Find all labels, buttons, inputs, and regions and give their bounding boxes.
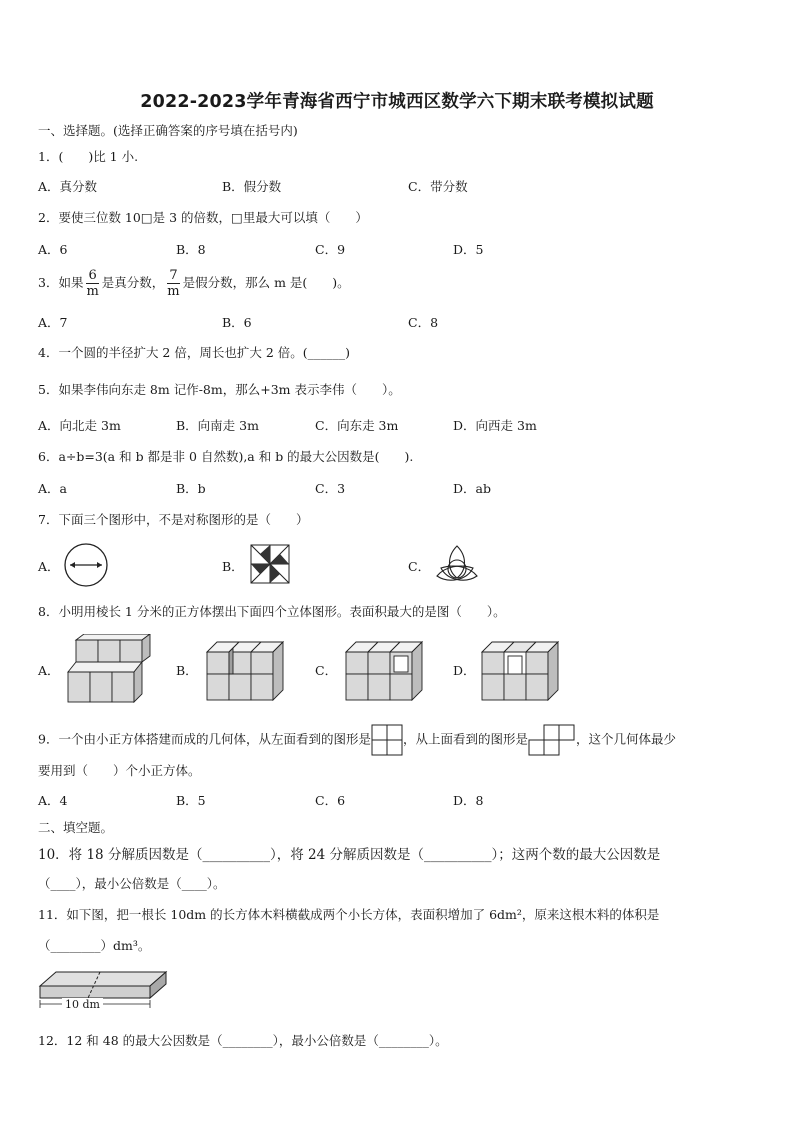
q1-option-a[interactable]: A．真分数	[38, 179, 98, 194]
q6-option-b[interactable]: B．b	[176, 481, 206, 496]
q9-prefix: 9．一个由小正方体搭建而成的几何体，从左面看到的图形是	[38, 731, 371, 747]
section-heading-fill: 二、填空题。	[38, 820, 114, 835]
question-3	[38, 266, 350, 300]
fraction-7-over-m	[167, 268, 179, 299]
fraction-denominator: m	[167, 284, 180, 299]
q2-option-a[interactable]: A．6	[38, 242, 68, 257]
question-11-line2: （________）dm³。	[38, 938, 151, 953]
question-10-line1: 10．将 18 分解质因数是（__________），将 24 分解质因数是（__________）；这两个数的最大公因数是	[38, 847, 661, 863]
q6-option-a[interactable]: A．a	[38, 481, 67, 496]
wood-block-figure	[38, 968, 170, 1014]
page-title: 2022-2023学年青海省西宁市城西区数学六下期末联考模拟试题	[140, 92, 654, 112]
question-4: 4．一个圆的半径扩大 2 倍，周长也扩大 2 倍。(______)	[38, 345, 351, 360]
wood-length-label: 10 dm	[62, 998, 103, 1011]
fraction-6-over-m	[86, 268, 98, 299]
top-view-grid	[528, 724, 576, 756]
cube-figure-d	[478, 634, 570, 708]
left-view-grid	[371, 724, 403, 756]
q9-suffix: ，这个几何体最少	[575, 731, 676, 747]
cube-figure-c	[342, 634, 434, 708]
question-2: 2．要使三位数 10□是 3 的倍数，□里最大可以填（ ）	[38, 210, 368, 225]
q8-option-a[interactable]: A．	[38, 663, 60, 678]
section-heading-choice: 一、选择题。(选择正确答案的序号填在括号内)	[38, 123, 298, 138]
pinwheel-figure	[250, 544, 292, 586]
q2-option-b[interactable]: B．8	[176, 242, 206, 257]
q3-option-a[interactable]: A．7	[38, 315, 68, 330]
circle-arrow-figure	[62, 542, 112, 588]
q3-middle: 是真分数，	[101, 275, 165, 290]
q7-option-a[interactable]: A．	[38, 559, 60, 574]
question-10-line2: （____），最小公倍数是（____）。	[38, 876, 226, 891]
question-8: 8．小明用棱长 1 分米的正方体摆出下面四个立体图形。表面积最大的是图（ ）。	[38, 604, 506, 619]
q9-option-b[interactable]: B．5	[176, 793, 206, 808]
q2-option-d[interactable]: D．5	[453, 242, 484, 257]
q9-option-d[interactable]: D．8	[453, 793, 484, 808]
q8-option-c[interactable]: C．	[315, 663, 338, 678]
q5-option-d[interactable]: D．向西走 3m	[453, 418, 537, 433]
q3-suffix: 是假分数，那么 m 是( )。	[182, 275, 350, 290]
q6-option-c[interactable]: C．3	[315, 481, 346, 496]
question-9-line2: 要用到（ ）个小正方体。	[38, 763, 201, 778]
q3-option-c[interactable]: C．8	[408, 315, 439, 330]
question-1: 1．( )比 1 小.	[38, 149, 139, 164]
question-12: 12．12 和 48 的最大公因数是（________），最小公倍数是（________）。	[38, 1033, 448, 1048]
triquetra-figure	[433, 542, 481, 586]
q3-prefix: 3．如果	[38, 275, 84, 290]
q7-option-b[interactable]: B．	[222, 559, 244, 574]
q7-option-c[interactable]: C．	[408, 559, 431, 574]
question-6: 6．a÷b=3(a 和 b 都是非 0 自然数),a 和 b 的最大公因数是( ).	[38, 449, 414, 464]
q2-option-c[interactable]: C．9	[315, 242, 346, 257]
q8-option-b[interactable]: B．	[176, 663, 198, 678]
q3-option-b[interactable]: B．6	[222, 315, 252, 330]
q5-option-a[interactable]: A．向北走 3m	[38, 418, 121, 433]
q1-option-b[interactable]: B．假分数	[222, 179, 282, 194]
fraction-numerator: 7	[167, 268, 179, 284]
question-5: 5．如果李伟向东走 8m 记作-8m，那么+3m 表示李伟（ ）。	[38, 382, 401, 397]
question-9-line1	[38, 724, 676, 756]
cube-figure-b	[203, 634, 295, 708]
q1-option-c[interactable]: C．带分数	[408, 179, 468, 194]
q8-option-d[interactable]: D．	[453, 663, 476, 678]
fraction-numerator: 6	[86, 268, 98, 284]
q5-option-c[interactable]: C．向东走 3m	[315, 418, 399, 433]
q5-option-b[interactable]: B．向南走 3m	[176, 418, 259, 433]
question-7: 7．下面三个图形中，不是对称图形的是（ ）	[38, 512, 309, 527]
q9-option-a[interactable]: A．4	[38, 793, 68, 808]
fraction-denominator: m	[86, 284, 99, 299]
q9-middle: ，从上面看到的图形是	[402, 731, 528, 747]
question-11-line1: 11．如下图，把一根长 10dm 的长方体木料横截成两个小长方体，表面积增加了 6dm²，原来这根木料的体积是	[38, 907, 660, 922]
q9-option-c[interactable]: C．6	[315, 793, 346, 808]
q6-option-d[interactable]: D．ab	[453, 481, 491, 496]
cube-figure-a	[64, 634, 156, 708]
